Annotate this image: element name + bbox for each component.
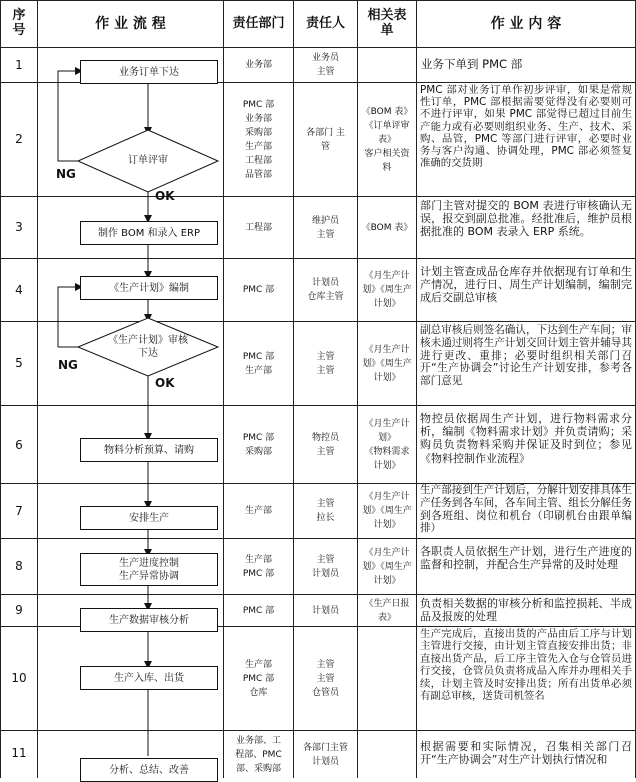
flow-step-1: 业务订单下达 — [80, 60, 218, 84]
content-cell: 各职责人员依据生产计划，进行生产进度的监督和控制，并配合生产异常的及时处理 — [420, 545, 632, 572]
content-cell: 负责相关数据的审核分析和监控损耗、半成品及报废的处理 — [420, 597, 632, 624]
content-cell: 计划主管查成品仓库存并依据现有订单和生产情况，进行日、周生产计划编制，编制完成后交副总审核 — [420, 265, 632, 305]
header-flow: 作 业 流 程 — [95, 15, 166, 32]
row-number: 4 — [15, 283, 23, 297]
row-number: 1 — [15, 58, 23, 72]
ng-label-1: NG — [56, 167, 76, 181]
forms-cell: 《BOM 表》 — [361, 222, 413, 233]
flow-step-8: 生产进度控制 生产异常协调 — [80, 553, 218, 586]
person-cell: 物控员 主管 — [311, 432, 339, 457]
flow-step-10: 生产入库、出货 — [80, 666, 218, 690]
flow-step-6: 物料分析预算、请购 — [80, 438, 218, 462]
row-number: 8 — [15, 559, 23, 573]
forms-cell: 《月生产计 划》《周生产 计划》 — [362, 344, 412, 383]
row-number: 10 — [11, 671, 27, 685]
row-number: 3 — [15, 220, 23, 234]
row-number: 11 — [11, 746, 27, 760]
content-cell: 根据需要和实际情况，召集相关部门召开“生产协调会”对生产计划执行情况和 — [420, 740, 632, 767]
flow-step-9: 生产数据审核分析 — [80, 608, 218, 632]
person-cell: 主管 主管 — [316, 351, 335, 376]
person-cell: 维护员 主管 — [311, 215, 339, 240]
dept-cell: PMC 部 业务部 采购部 生产部 工程部 品管部 — [242, 99, 275, 180]
row-number: 6 — [15, 438, 23, 452]
person-cell: 各部门主管 计划员 — [302, 742, 348, 767]
dept-cell: PMC 部 — [242, 285, 275, 295]
ng-label-2: NG — [58, 358, 78, 372]
forms-cell: 《月生产计 划》《周生产 计划》 — [362, 547, 412, 586]
dept-cell: 生产部 PMC 部 仓库 — [242, 659, 275, 698]
row-number: 7 — [15, 504, 23, 518]
person-cell: 主管 主管 仓管员 — [311, 659, 339, 698]
row-number: 2 — [15, 132, 23, 146]
dept-cell: PMC 部 — [242, 605, 275, 616]
dept-cell: PMC 部 生产部 — [242, 351, 275, 376]
dept-cell: 工程部 — [244, 222, 272, 233]
dept-cell: 业务部 — [244, 60, 272, 70]
content-cell: 生产部接到生产计划后，分解计划安排具体生产任务到各车间，各车间主管、组长分解任务到各班组、岗位和机台（印刷机台由跟单编排） — [420, 484, 632, 535]
flow-step-4: 《生产计划》编制 — [80, 276, 218, 300]
ok-label-2: OK — [155, 376, 175, 390]
dept-cell: 生产部 — [244, 506, 272, 516]
flow-step-2: 订单评审 — [128, 155, 168, 166]
content-cell: 部门主管对提交的 BOM 表进行审核确认无误，报交到副总批准。经批准后，维护员根据批准的 BOM 表录入 ERP 系统。 — [420, 199, 632, 239]
forms-cell: 《月生产计 划》《周生产 计划》 — [362, 492, 412, 530]
flow-step-11: 分析、总结、改善 — [80, 758, 218, 782]
row-number: 5 — [15, 356, 23, 370]
flow-step-5: 《生产计划》审核 下达 — [108, 335, 188, 359]
header-forms: 相关表单 — [367, 8, 407, 38]
dept-cell: 生产部 PMC 部 — [242, 554, 275, 579]
header-person: 责任人 — [305, 15, 345, 31]
content-cell: PMC 部对业务订单作初步评审，如果是常规性订单，PMC 部根据需要觉得没有必要则可不进行评审，如果 PMC 部觉得已超过目前生产能力或有必要则组织业务、生产、技术、采购、品管，PMC 等部门进行评审，必要时业务与客户沟通、协调处理，PMC 部必须签复准确的交货期 — [420, 84, 632, 170]
header-seq: 序号 — [12, 8, 26, 38]
person-cell: 主管 计划员 — [311, 554, 339, 579]
person-cell: 各部门 主 管 — [306, 127, 345, 152]
person-cell: 主管 拉长 — [316, 499, 335, 523]
person-cell: 计划员 — [311, 605, 339, 616]
header-dept: 责任部门 — [232, 15, 285, 31]
header-content: 作 业 内 容 — [490, 15, 562, 32]
forms-cell: 《月生产计 划》《周生产 计划》 — [362, 271, 412, 309]
flow-step-7: 安排生产 — [80, 506, 218, 530]
content-cell: 业务下单到 PMC 部 — [421, 57, 523, 71]
row-number: 9 — [15, 603, 23, 617]
forms-cell: 《月生产计 划》 《物料需求 计划》 — [364, 418, 410, 471]
person-cell: 计划员 仓库主管 — [307, 278, 344, 302]
content-cell: 副总审核后则签名确认，下达到生产车间；审核未通过则将生产计划交回计划主管并辅导其进行更改、重排；必要时组织相关部门召开“生产协调会”讨论生产计划安排，参考各部门意见 — [420, 324, 632, 388]
dept-cell: 业务部、工 程部、PMC 部、采购部 — [235, 735, 282, 774]
ok-label-1: OK — [155, 189, 175, 203]
flow-step-3: 制作 BOM 和录入 ERP — [80, 221, 218, 245]
forms-cell: 《生产日报 表》 — [364, 598, 410, 623]
person-cell: 业务员 主管 — [311, 53, 339, 77]
forms-cell: 《BOM 表》 《订单评审 表》 客户相关资 料 — [361, 106, 413, 173]
content-cell: 生产完成后，直接出货的产品由后工序与计划主管进行交接，由计划主管直接安排出货；非直接出货产品，后工序主管先入仓与仓管员进行交接，仓管员负责将成品入库并办理相关手续，计划主管及时安排出货；所有出货单必须有副总审核，送货司机签名 — [420, 628, 632, 703]
dept-cell: PMC 部 采购部 — [242, 432, 275, 457]
content-cell: 物控员依据周生产计划，进行物料需求分析，编制《物料需求计划》并负责请购；采购员负责物料采购并保证及时到位；参见《物料控制作业流程》 — [420, 412, 632, 465]
